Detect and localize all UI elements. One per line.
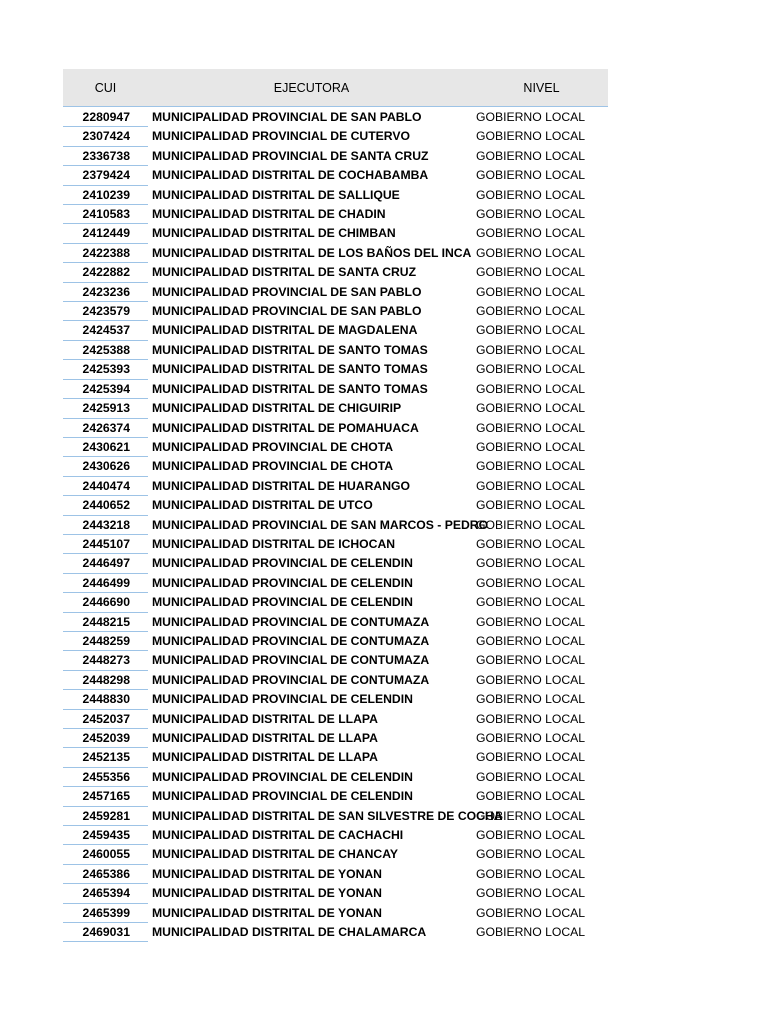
table-row[interactable] bbox=[63, 419, 608, 438]
ejecutora-cell[interactable]: MUNICIPALIDAD DISTRITAL DE SALLIQUE bbox=[152, 187, 400, 202]
cui-cell[interactable]: 2452039 bbox=[63, 729, 148, 748]
nivel-cell[interactable]: GOBIERNO LOCAL bbox=[476, 401, 586, 416]
nivel-cell[interactable]: GOBIERNO LOCAL bbox=[476, 750, 586, 765]
ejecutora-cell[interactable]: MUNICIPALIDAD DISTRITAL DE CHIGUIRIP bbox=[152, 401, 402, 416]
table-row[interactable] bbox=[63, 360, 608, 379]
cui-cell[interactable]: 2465399 bbox=[63, 904, 148, 923]
ejecutora-cell[interactable]: MUNICIPALIDAD DISTRITAL DE CHADIN bbox=[152, 207, 386, 222]
nivel-cell[interactable]: GOBIERNO LOCAL bbox=[476, 459, 586, 474]
cui-cell[interactable]: 2457165 bbox=[63, 787, 148, 806]
nivel-cell[interactable]: GOBIERNO LOCAL bbox=[476, 556, 586, 571]
cui-cell[interactable]: 2425394 bbox=[63, 380, 148, 399]
ejecutora-cell[interactable]: MUNICIPALIDAD DISTRITAL DE ICHOCAN bbox=[152, 536, 396, 551]
ejecutora-cell[interactable]: MUNICIPALIDAD DISTRITAL DE SANTA CRUZ bbox=[152, 265, 417, 280]
table-row[interactable] bbox=[63, 321, 608, 340]
nivel-cell[interactable]: GOBIERNO LOCAL bbox=[476, 265, 586, 280]
nivel-cell[interactable]: GOBIERNO LOCAL bbox=[476, 614, 586, 629]
nivel-cell[interactable]: GOBIERNO LOCAL bbox=[476, 789, 586, 804]
ejecutora-cell[interactable]: MUNICIPALIDAD DISTRITAL DE UTCO bbox=[152, 498, 373, 513]
table-row[interactable] bbox=[63, 205, 608, 224]
cui-cell[interactable]: 2469031 bbox=[63, 923, 148, 942]
table-row[interactable] bbox=[63, 923, 608, 942]
ejecutora-cell[interactable]: MUNICIPALIDAD DISTRITAL DE CHIMBAN bbox=[152, 226, 396, 241]
table-row[interactable] bbox=[63, 341, 608, 360]
nivel-cell[interactable]: GOBIERNO LOCAL bbox=[476, 129, 586, 144]
cui-cell[interactable]: 2425388 bbox=[63, 341, 148, 360]
table-row[interactable] bbox=[63, 787, 608, 806]
table-row[interactable] bbox=[63, 399, 608, 418]
ejecutora-cell[interactable]: MUNICIPALIDAD PROVINCIAL DE SAN PABLO bbox=[152, 284, 422, 299]
table-row[interactable] bbox=[63, 574, 608, 593]
ejecutora-cell[interactable]: MUNICIPALIDAD DISTRITAL DE HUARANGO bbox=[152, 478, 410, 493]
ejecutora-cell[interactable]: MUNICIPALIDAD DISTRITAL DE YONAN bbox=[152, 866, 382, 881]
nivel-cell[interactable]: GOBIERNO LOCAL bbox=[476, 323, 586, 338]
nivel-cell[interactable]: GOBIERNO LOCAL bbox=[476, 342, 586, 357]
ejecutora-cell[interactable]: MUNICIPALIDAD DISTRITAL DE SANTO TOMAS bbox=[152, 342, 428, 357]
ejecutora-cell[interactable]: MUNICIPALIDAD PROVINCIAL DE CELENDIN bbox=[152, 769, 413, 784]
ejecutora-cell[interactable]: MUNICIPALIDAD PROVINCIAL DE CHOTA bbox=[152, 439, 394, 454]
nivel-cell[interactable]: GOBIERNO LOCAL bbox=[476, 420, 586, 435]
cui-cell[interactable]: 2465394 bbox=[63, 884, 148, 903]
nivel-cell[interactable]: GOBIERNO LOCAL bbox=[476, 672, 586, 687]
nivel-cell[interactable]: GOBIERNO LOCAL bbox=[476, 866, 586, 881]
table-row[interactable] bbox=[63, 826, 608, 845]
table-row[interactable] bbox=[63, 884, 608, 903]
table-row[interactable] bbox=[63, 147, 608, 166]
ejecutora-cell[interactable]: MUNICIPALIDAD PROVINCIAL DE CONTUMAZA bbox=[152, 672, 430, 687]
table-row[interactable] bbox=[63, 438, 608, 457]
table-row[interactable] bbox=[63, 554, 608, 573]
table-row[interactable] bbox=[63, 244, 608, 263]
cui-cell[interactable]: 2425913 bbox=[63, 399, 148, 418]
ejecutora-cell[interactable]: MUNICIPALIDAD PROVINCIAL DE CUTERVO bbox=[152, 129, 410, 144]
nivel-cell[interactable]: GOBIERNO LOCAL bbox=[476, 110, 586, 124]
table-row[interactable] bbox=[63, 283, 608, 302]
cui-cell[interactable]: 2440474 bbox=[63, 477, 148, 496]
cui-cell[interactable]: 2446497 bbox=[63, 554, 148, 573]
cui-cell[interactable]: 2446690 bbox=[63, 593, 148, 612]
nivel-cell[interactable]: GOBIERNO LOCAL bbox=[476, 517, 586, 532]
nivel-cell[interactable]: GOBIERNO LOCAL bbox=[476, 304, 586, 319]
ejecutora-cell[interactable]: MUNICIPALIDAD PROVINCIAL DE CONTUMAZA bbox=[152, 614, 430, 629]
table-row[interactable] bbox=[63, 865, 608, 884]
nivel-cell[interactable]: GOBIERNO LOCAL bbox=[476, 498, 586, 513]
ejecutora-cell[interactable]: MUNICIPALIDAD PROVINCIAL DE SAN PABLO bbox=[152, 304, 422, 319]
cui-cell[interactable]: 2423579 bbox=[63, 302, 148, 321]
cui-cell[interactable]: 2425393 bbox=[63, 360, 148, 379]
header-cui[interactable]: CUI bbox=[94, 80, 117, 95]
cui-cell[interactable]: 2423236 bbox=[63, 283, 148, 302]
nivel-cell[interactable]: GOBIERNO LOCAL bbox=[476, 711, 586, 726]
ejecutora-cell[interactable]: MUNICIPALIDAD PROVINCIAL DE CELENDIN bbox=[152, 692, 413, 707]
table-row[interactable] bbox=[63, 166, 608, 185]
ejecutora-cell[interactable]: MUNICIPALIDAD PROVINCIAL DE CHOTA bbox=[152, 459, 394, 474]
data-table bbox=[63, 69, 608, 942]
table-row[interactable] bbox=[63, 186, 608, 205]
table-row[interactable] bbox=[63, 516, 608, 535]
table-row[interactable] bbox=[63, 710, 608, 729]
table-row[interactable] bbox=[63, 651, 608, 670]
nivel-cell[interactable]: GOBIERNO LOCAL bbox=[476, 284, 586, 299]
table-row[interactable] bbox=[63, 108, 608, 127]
cui-cell[interactable]: 2424537 bbox=[63, 321, 148, 340]
nivel-cell[interactable]: GOBIERNO LOCAL bbox=[476, 769, 586, 784]
table-row[interactable] bbox=[63, 632, 608, 651]
nivel-cell[interactable]: GOBIERNO LOCAL bbox=[476, 381, 586, 396]
cui-cell[interactable]: 2426374 bbox=[63, 419, 148, 438]
nivel-cell[interactable]: GOBIERNO LOCAL bbox=[476, 226, 586, 241]
ejecutora-cell[interactable]: MUNICIPALIDAD DISTRITAL DE YONAN bbox=[152, 905, 382, 920]
nivel-cell[interactable]: GOBIERNO LOCAL bbox=[476, 362, 586, 377]
ejecutora-cell[interactable]: MUNICIPALIDAD DISTRITAL DE MAGDALENA bbox=[152, 323, 418, 338]
nivel-cell[interactable]: GOBIERNO LOCAL bbox=[476, 633, 586, 648]
cui-cell[interactable]: 2455356 bbox=[63, 768, 148, 787]
cui-cell[interactable]: 2448273 bbox=[63, 651, 148, 670]
nivel-cell[interactable]: GOBIERNO LOCAL bbox=[476, 245, 586, 260]
ejecutora-cell[interactable]: MUNICIPALIDAD DISTRITAL DE SAN SILVESTRE DE COCHA bbox=[152, 808, 503, 823]
ejecutora-cell[interactable]: MUNICIPALIDAD DISTRITAL DE SANTO TOMAS bbox=[152, 362, 428, 377]
table-row[interactable] bbox=[63, 302, 608, 321]
cui-cell[interactable]: 2448259 bbox=[63, 632, 148, 651]
nivel-cell[interactable]: GOBIERNO LOCAL bbox=[476, 828, 586, 843]
cui-cell[interactable]: 2440652 bbox=[63, 496, 148, 515]
cui-cell[interactable]: 2410239 bbox=[63, 186, 148, 205]
nivel-cell[interactable]: GOBIERNO LOCAL bbox=[476, 595, 586, 610]
table-row[interactable] bbox=[63, 613, 608, 632]
table-row[interactable] bbox=[63, 224, 608, 243]
cui-cell[interactable]: 2412449 bbox=[63, 224, 148, 243]
table-row[interactable] bbox=[63, 496, 608, 515]
header-ejecutora[interactable]: EJECUTORA bbox=[273, 80, 350, 95]
nivel-cell[interactable]: GOBIERNO LOCAL bbox=[476, 731, 586, 745]
cui-cell[interactable]: 2460055 bbox=[63, 845, 148, 864]
cui-cell[interactable]: 2446499 bbox=[63, 574, 148, 593]
nivel-cell[interactable]: GOBIERNO LOCAL bbox=[476, 925, 586, 940]
ejecutora-cell[interactable]: MUNICIPALIDAD DISTRITAL DE LLAPA bbox=[152, 711, 378, 726]
ejecutora-cell[interactable]: MUNICIPALIDAD DISTRITAL DE SANTO TOMAS bbox=[152, 381, 428, 396]
nivel-cell[interactable]: GOBIERNO LOCAL bbox=[476, 536, 586, 551]
table-row[interactable] bbox=[63, 671, 608, 690]
nivel-cell[interactable]: GOBIERNO LOCAL bbox=[476, 653, 586, 668]
table-row[interactable] bbox=[63, 535, 608, 554]
ejecutora-cell[interactable]: MUNICIPALIDAD PROVINCIAL DE CELENDIN bbox=[152, 556, 413, 571]
cui-cell[interactable]: 2445107 bbox=[63, 535, 148, 554]
ejecutora-cell[interactable]: MUNICIPALIDAD DISTRITAL DE LOS BAÑOS DEL INCA bbox=[152, 245, 472, 260]
ejecutora-cell[interactable]: MUNICIPALIDAD PROVINCIAL DE SAN PABLO bbox=[152, 110, 422, 124]
nivel-cell[interactable]: GOBIERNO LOCAL bbox=[476, 187, 586, 202]
ejecutora-cell[interactable]: MUNICIPALIDAD PROVINCIAL DE SANTA CRUZ bbox=[152, 148, 429, 163]
nivel-cell[interactable]: GOBIERNO LOCAL bbox=[476, 478, 586, 493]
cui-cell[interactable]: 2336738 bbox=[63, 147, 148, 166]
cui-cell[interactable]: 2443218 bbox=[63, 516, 148, 535]
nivel-cell[interactable]: GOBIERNO LOCAL bbox=[476, 905, 586, 920]
cui-cell[interactable]: 2430621 bbox=[63, 438, 148, 457]
table-row[interactable] bbox=[63, 457, 608, 476]
ejecutora-cell[interactable]: MUNICIPALIDAD DISTRITAL DE LLAPA bbox=[152, 731, 378, 745]
table-header bbox=[63, 69, 608, 107]
ejecutora-cell[interactable]: MUNICIPALIDAD PROVINCIAL DE CELENDIN bbox=[152, 595, 413, 610]
table-row[interactable] bbox=[63, 690, 608, 709]
nivel-cell[interactable]: GOBIERNO LOCAL bbox=[476, 439, 586, 454]
ejecutora-cell[interactable]: MUNICIPALIDAD PROVINCIAL DE CONTUMAZA bbox=[152, 633, 430, 648]
cui-cell[interactable]: 2448298 bbox=[63, 671, 148, 690]
table-row[interactable] bbox=[63, 380, 608, 399]
nivel-cell[interactable]: GOBIERNO LOCAL bbox=[476, 692, 586, 707]
table-row[interactable] bbox=[63, 845, 608, 864]
ejecutora-cell[interactable]: MUNICIPALIDAD PROVINCIAL DE CONTUMAZA bbox=[152, 653, 430, 668]
cui-cell[interactable]: 2465386 bbox=[63, 865, 148, 884]
table-row[interactable] bbox=[63, 593, 608, 612]
ejecutora-cell[interactable]: MUNICIPALIDAD DISTRITAL DE CHALAMARCA bbox=[152, 925, 427, 940]
cui-cell[interactable]: 2307424 bbox=[63, 127, 148, 146]
table-row[interactable] bbox=[63, 768, 608, 787]
nivel-cell[interactable]: GOBIERNO LOCAL bbox=[476, 168, 586, 183]
ejecutora-cell[interactable]: MUNICIPALIDAD DISTRITAL DE YONAN bbox=[152, 886, 382, 901]
cui-cell[interactable]: 2459281 bbox=[63, 807, 148, 826]
table-row[interactable] bbox=[63, 729, 608, 748]
table-row[interactable] bbox=[63, 748, 608, 767]
nivel-cell[interactable]: GOBIERNO LOCAL bbox=[476, 207, 586, 222]
nivel-cell[interactable]: GOBIERNO LOCAL bbox=[476, 847, 586, 862]
cui-cell[interactable]: 2459435 bbox=[63, 826, 148, 845]
cui-cell[interactable]: 2452037 bbox=[63, 710, 148, 729]
ejecutora-cell[interactable]: MUNICIPALIDAD DISTRITAL DE LLAPA bbox=[152, 750, 378, 765]
nivel-cell[interactable]: GOBIERNO LOCAL bbox=[476, 808, 586, 823]
cui-cell[interactable]: 2430626 bbox=[63, 457, 148, 476]
table-row[interactable] bbox=[63, 477, 608, 496]
cui-cell[interactable]: 2422882 bbox=[63, 263, 148, 282]
cui-cell[interactable]: 2452135 bbox=[63, 748, 148, 767]
table-body bbox=[63, 108, 608, 942]
ejecutora-cell[interactable]: MUNICIPALIDAD PROVINCIAL DE CELENDIN bbox=[152, 575, 413, 590]
nivel-cell[interactable]: GOBIERNO LOCAL bbox=[476, 148, 586, 163]
ejecutora-cell[interactable]: MUNICIPALIDAD PROVINCIAL DE CELENDIN bbox=[152, 789, 413, 804]
cui-cell[interactable]: 2422388 bbox=[63, 244, 148, 263]
nivel-cell[interactable]: GOBIERNO LOCAL bbox=[476, 575, 586, 590]
nivel-cell[interactable]: GOBIERNO LOCAL bbox=[476, 886, 586, 901]
cui-cell[interactable]: 2410583 bbox=[63, 205, 148, 224]
header-nivel[interactable]: NIVEL bbox=[523, 80, 560, 95]
ejecutora-cell[interactable]: MUNICIPALIDAD DISTRITAL DE COCHABAMBA bbox=[152, 168, 429, 183]
ejecutora-cell[interactable]: MUNICIPALIDAD DISTRITAL DE CACHACHI bbox=[152, 828, 404, 843]
cui-cell[interactable]: 2448830 bbox=[63, 690, 148, 709]
table-row[interactable] bbox=[63, 263, 608, 282]
table-row[interactable] bbox=[63, 807, 608, 826]
ejecutora-cell[interactable]: MUNICIPALIDAD PROVINCIAL DE SAN MARCOS - PEDRO bbox=[152, 517, 489, 532]
ejecutora-cell[interactable]: MUNICIPALIDAD DISTRITAL DE CHANCAY bbox=[152, 847, 399, 862]
cui-cell[interactable]: 2379424 bbox=[63, 166, 148, 185]
table-row[interactable] bbox=[63, 127, 608, 146]
cui-cell[interactable]: 2448215 bbox=[63, 613, 148, 632]
ejecutora-cell[interactable]: MUNICIPALIDAD DISTRITAL DE POMAHUACA bbox=[152, 420, 419, 435]
table-row[interactable] bbox=[63, 904, 608, 923]
cui-cell[interactable]: 2280947 bbox=[63, 108, 148, 127]
